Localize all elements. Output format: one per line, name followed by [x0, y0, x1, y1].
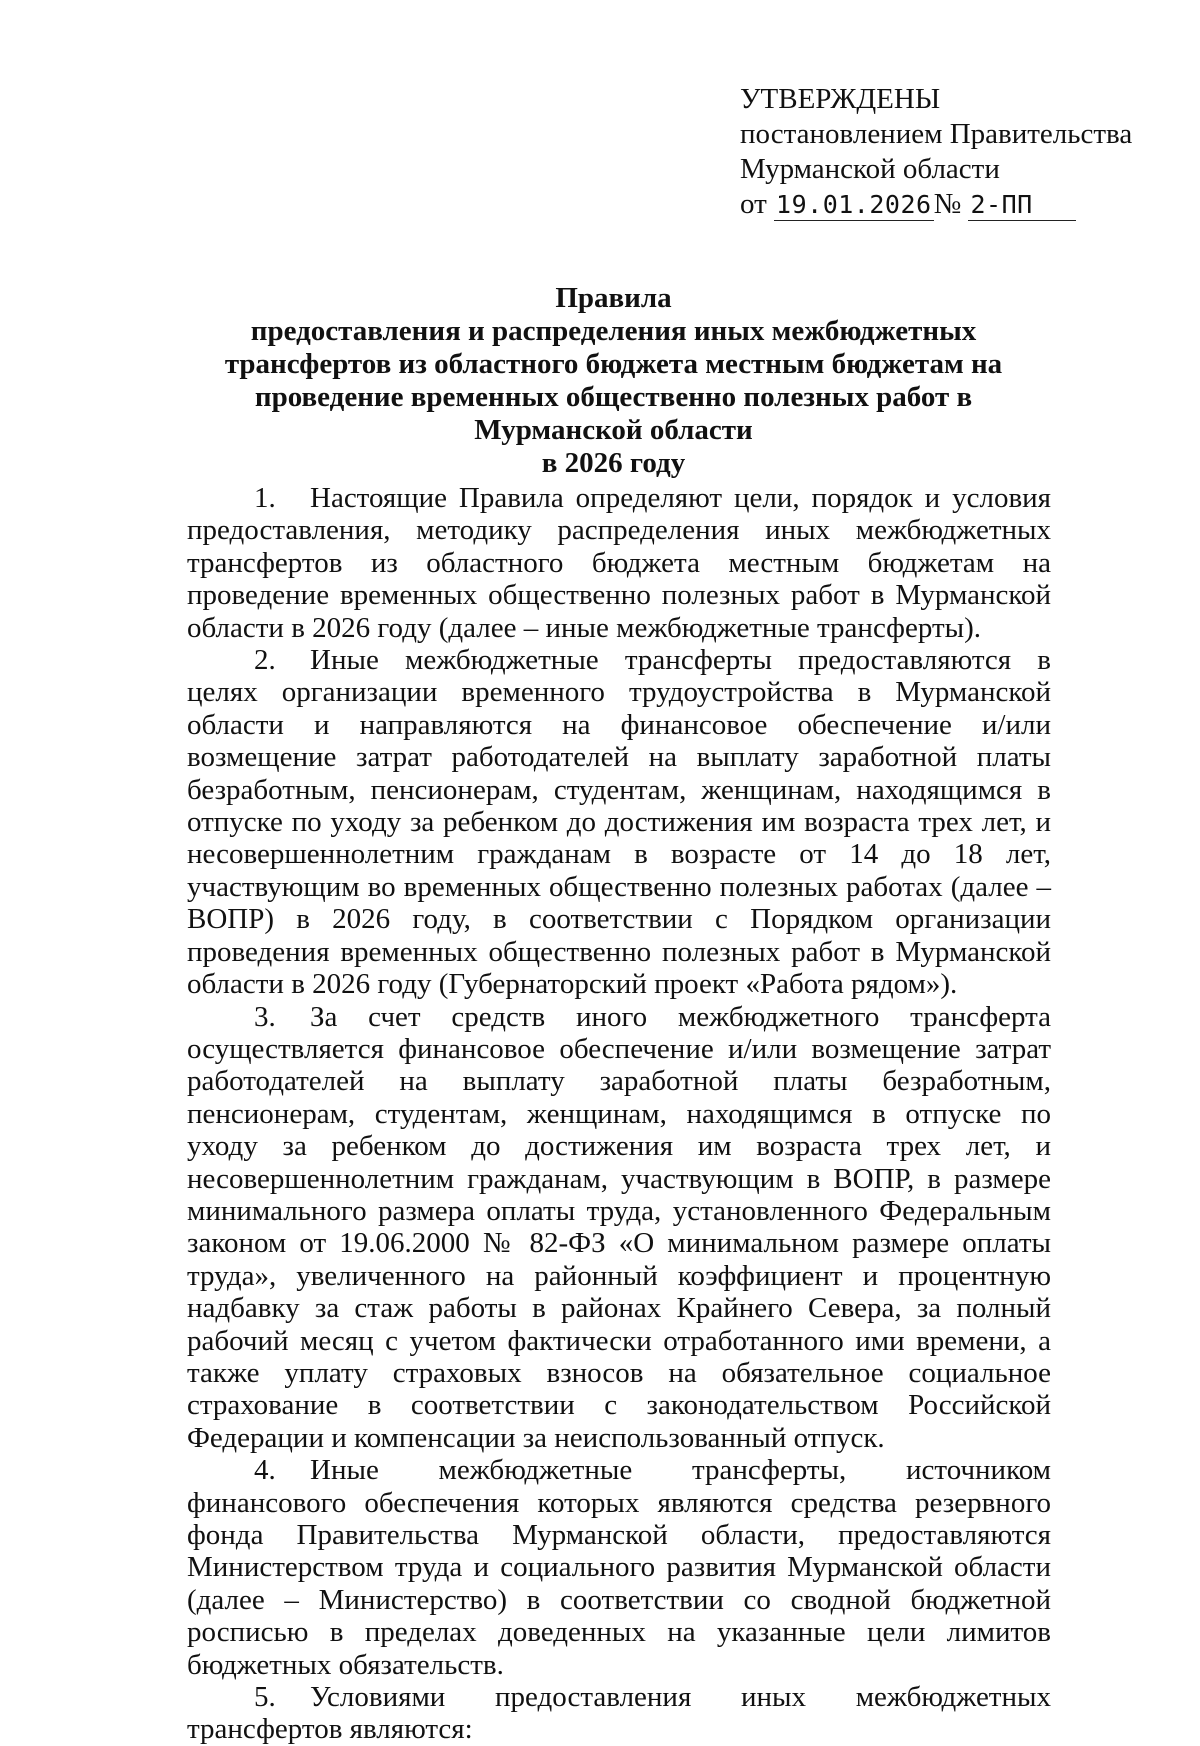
paragraph-text: Условиями предоставления иных межбюджетных трансфертов являются: [187, 1681, 1051, 1746]
approval-line-2: Мурманской области [740, 153, 1000, 185]
paragraph-3 [187, 1001, 1051, 1455]
approval-line-1: постановлением Правительства [740, 118, 1133, 150]
paragraph-number: 2. [254, 644, 276, 677]
document-body [187, 482, 1051, 1746]
approval-date: 19.01.2026 [776, 190, 932, 219]
paragraph-2 [187, 644, 1051, 1000]
title-line-3: в 2026 году [541, 447, 686, 479]
paragraph-number: 3. [254, 1000, 276, 1033]
paragraph-4 [187, 1454, 1051, 1681]
approval-number: 2-ПП [968, 190, 1076, 221]
approval-from-label: от [740, 188, 767, 220]
paragraph-text: Иные межбюджетные трансферты, источником финансового обеспечения которых являются средства резервного фонда Правительства Мурманской области, предоставляются Министерством труда и социального развития Мурманской области (далее – Министерство) в соответствии со сводной бюджетной росписью в пределах доведенных на указанные цели лимитов бюджетных обязательств. [187, 1454, 1051, 1681]
paragraph-number: 1. [254, 482, 276, 514]
title-line-2: предоставления и распределения иных межбюджетных трансфертов из областного бюджета местным бюджетам на проведение временных общественно полезных работ в Мурманской области [224, 315, 1003, 446]
paragraph-text: За счет средств иного межбюджетного трансферта осуществляется финансовое обеспечение и/или возмещение затрат работодателей на выплату заработной платы безработным, пенсионерам, студентам, женщинам, находящимся в отпуске по уходу за ребенком до достижения им возраста трех лет, и несовершеннолетним гражданам, участвующим в ВОПР, в размере минимального размера оплаты труда, установленного Федеральным законом от 19.06.2000 № 82-ФЗ «О минимальном размере оплаты труда», увеличенного на районный коэффициент и процентную надбавку за стаж работы в районах Крайнего Севера, за полный рабочий месяц с учетом фактически отработанного ими времени, а также уплату страховых взносов на обязательное социальное страхование в соответствии с законодательством Российской Федерации и компенсации за неиспользованный отпуск. [187, 1000, 1051, 1454]
paragraph-number: 5. [254, 1681, 276, 1714]
approval-stamp [740, 82, 1132, 222]
paragraph-5 [187, 1681, 1051, 1746]
paragraph-text: Иные межбюджетные трансферты предоставляются в целях организации временного трудоустройства в Мурманской области и направляются на финансовое обеспечение и/или возмещение затрат работодателей на выплату заработной платы безработным, пенсионерам, студентам, женщинам, находящимся в отпуске по уходу за ребенком до достижения им возраста трех лет, и несовершеннолетним гражданам в возрасте от 14 до 18 лет, участвующим во временных общественно полезных работах (далее – ВОПР) в 2026 году, в соответствии с Порядком организации проведения временных общественно полезных работ в Мурманской области в 2026 году (Губернаторский проект «Работа рядом»). [187, 644, 1051, 1001]
paragraph-1 [187, 482, 1051, 644]
document-title [176, 282, 1051, 480]
approval-heading: УТВЕРЖДЕНЫ [740, 83, 941, 115]
title-line-1: Правила [555, 282, 672, 314]
paragraph-text: Настоящие Правила определяют цели, порядок и условия предоставления, методику распределения иных межбюджетных трансфертов из областного бюджета местным бюджетам на проведение временных общественно полезных работ в Мурманской области в 2026 году (далее – иные межбюджетные трансферты). [187, 482, 1051, 644]
approval-date-line [740, 187, 1132, 222]
paragraph-number: 4. [254, 1454, 276, 1487]
approval-number-label: № [933, 188, 962, 220]
